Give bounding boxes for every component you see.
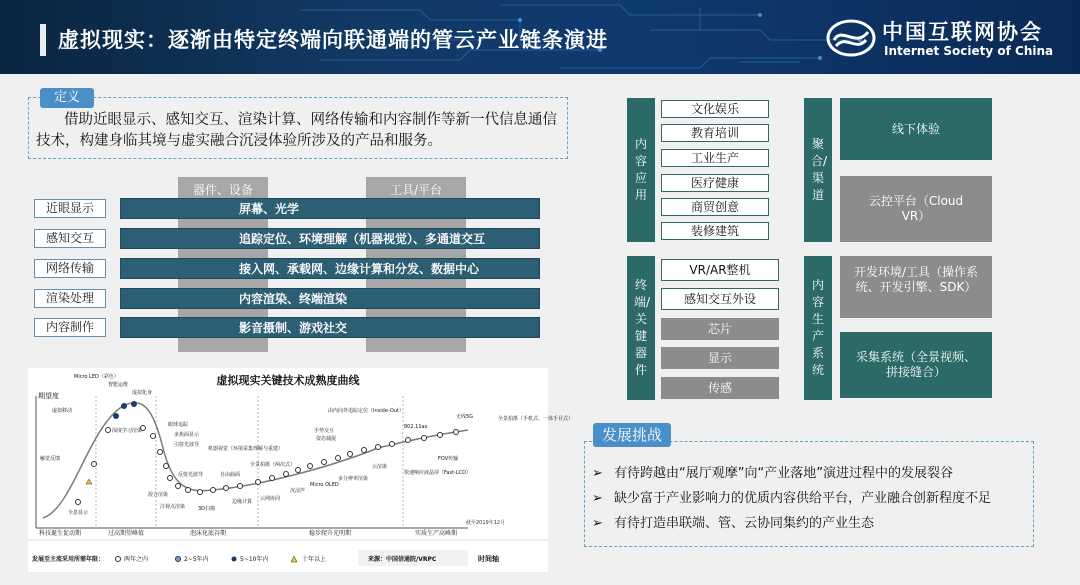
phase-label: 过高期望峰值	[107, 530, 145, 537]
aggregation-item: 云控平台（Cloud VR）	[840, 176, 992, 242]
legend-item: 5~10年内	[240, 556, 269, 563]
point-label: 多分辨率渲染	[338, 476, 369, 482]
terminal-item: 显示	[661, 347, 779, 369]
point-label: 引射光波导	[174, 442, 200, 448]
point-label: 全景拍摄（两次式）	[250, 462, 296, 468]
org-name-cn: 中国互联网协会	[882, 20, 1043, 44]
row-bar-interaction: 追踪定位、环境理解（机器视觉）、多通道交互	[120, 228, 540, 249]
challenge-item: ➢ 有待跨越由“展厅观摩”向“产业落地”演进过程中的发展裂谷	[592, 466, 953, 481]
point-label: Micro OLED	[310, 482, 339, 488]
point-label: 姿态捕捉	[316, 436, 337, 442]
production-item: 采集系统（全景视频、拼接缝合）	[840, 332, 992, 398]
point-label: 触觉反馈	[40, 456, 61, 462]
point-label: 自由曲面	[220, 472, 241, 478]
point-label: 虚拟化身	[132, 390, 153, 396]
terminal-item: VR/AR整机	[661, 259, 779, 281]
chart-source: 来源：中国信通院/VRPC	[368, 556, 437, 563]
phase-label: 稳步爬升光明期	[308, 530, 352, 537]
point-label: 多焦面显示	[174, 432, 200, 438]
phase-label: 泡沫化底谷期	[189, 530, 227, 537]
content-app-item: 装修建筑	[661, 222, 769, 240]
row-label-display: 近眼显示	[34, 199, 106, 218]
hype-cycle-chart	[28, 368, 574, 572]
legend-title: 发展至主流采用所需年限：	[32, 556, 105, 563]
point-label: 虚拟移动	[52, 408, 73, 414]
row-bar-render: 内容渲染、终端渲染	[120, 288, 540, 309]
isc-logo-icon	[826, 18, 876, 58]
row-label-network: 网络传输	[34, 259, 106, 278]
org-name-en: Internet Society of China	[884, 44, 1054, 58]
column-header-tools: 工具/平台	[389, 183, 443, 197]
date-note: 截至2019年12月	[466, 520, 506, 526]
point-label: Micro LED（彩色）	[74, 374, 119, 380]
terminal-item: 感知交互外设	[661, 288, 779, 310]
point-label: 云网协同	[260, 496, 281, 502]
arrow-bullet-icon: ➢	[592, 516, 603, 531]
aggregation-header: 聚合/渠道	[804, 98, 832, 242]
production-header: 内容生产系统	[804, 256, 832, 400]
point-label: 3D扫描	[198, 506, 216, 512]
point-label: 全景拍摄（手机式、一体手目式）	[498, 416, 574, 422]
definition-text: 借助近眼显示、感知交互、渲染计算、网络传输和内容制作等新一代信息通信技术，构建身临其境与虚实融合沉浸体验所涉及的产品和服务。	[36, 112, 557, 149]
point-label: FOV传输	[438, 456, 459, 462]
definition-label: 定义	[40, 88, 94, 108]
point-label: 802.11ax	[404, 424, 428, 430]
row-label-render: 渲染处理	[34, 289, 106, 308]
row-label-content: 内容制作	[34, 318, 106, 337]
slide-title: 虚拟现实：逐渐由特定终端向联通端的管云产业链条演进	[58, 28, 608, 52]
point-label: 注视点渲染	[160, 504, 186, 510]
point-label: 快速响应液晶屏（Fast-LCD）	[404, 470, 471, 476]
content-app-item: 医疗健康	[661, 174, 769, 192]
terminal-header: 终端/关键器件	[627, 256, 655, 400]
point-label: 手势交互	[314, 428, 335, 434]
legend-item: 两年之内	[124, 556, 149, 563]
row-bar-network: 接入网、承载网、边缘计算和分发、数据中心	[120, 258, 540, 279]
legend-item: 十年以上	[302, 556, 327, 563]
point-label: 由内向外追踪定位（Inside-Out）	[328, 408, 404, 414]
column-header-devices: 器件、设备	[192, 183, 253, 197]
content-app-item: 商贸创意	[661, 198, 769, 216]
point-label: 全息显示	[68, 510, 89, 516]
terminal-item: 芯片	[661, 318, 779, 340]
hype-chart-title: 虚拟现实关键技术成熟度曲线	[216, 374, 360, 387]
row-bar-display: 屏幕、光学	[120, 198, 540, 219]
challenge-item: ➢ 缺少富于产业影响力的优质内容供给平台，产业融合创新程度不足	[592, 491, 992, 506]
challenge-item: ➢ 有待打造串联端、管、云协同集约的产业生态	[592, 516, 875, 531]
aggregation-item: 线下体验	[840, 98, 992, 160]
legend-item: 2~5年内	[184, 556, 209, 563]
point-label: 深度学习渲染	[112, 428, 143, 434]
point-label: 混合渲染	[148, 492, 169, 498]
phase-label: 实质生产高峰期	[414, 530, 458, 537]
title-accent-bar	[40, 24, 46, 56]
header	[0, 0, 1080, 74]
content-app-item: 教育培训	[661, 124, 769, 142]
point-label: 云渲染	[372, 464, 388, 470]
x-axis-label: 时间轴	[478, 555, 499, 563]
row-label-interaction: 感知交互	[34, 229, 106, 248]
arrow-bullet-icon: ➢	[592, 491, 603, 506]
row-bar-content: 影音摄制、游戏社交	[120, 317, 540, 338]
point-label: 机器视觉（环境采集理解与重建）	[208, 446, 284, 452]
point-label: 无线5G	[456, 414, 474, 420]
production-item: 开发环境/工具（操作系统、开发引擎、SDK）	[840, 256, 992, 318]
phase-label: 科技诞生促动期	[38, 530, 82, 537]
content-app-header: 内容应用	[627, 98, 655, 242]
content-app-item: 文化娱乐	[661, 100, 769, 118]
point-label: 边缘计算	[232, 499, 253, 505]
point-label: 智能运维	[108, 382, 129, 388]
point-label: 沉浸声	[290, 488, 306, 494]
point-label: 反射光波导	[178, 472, 204, 478]
content-app-item: 工业生产	[661, 149, 769, 167]
point-label: 眼球追踪	[168, 422, 189, 428]
y-axis-label: 期望度	[38, 392, 59, 400]
terminal-item: 传感	[661, 377, 779, 399]
challenges-label: 发展挑战	[593, 423, 671, 447]
arrow-bullet-icon: ➢	[592, 466, 603, 481]
